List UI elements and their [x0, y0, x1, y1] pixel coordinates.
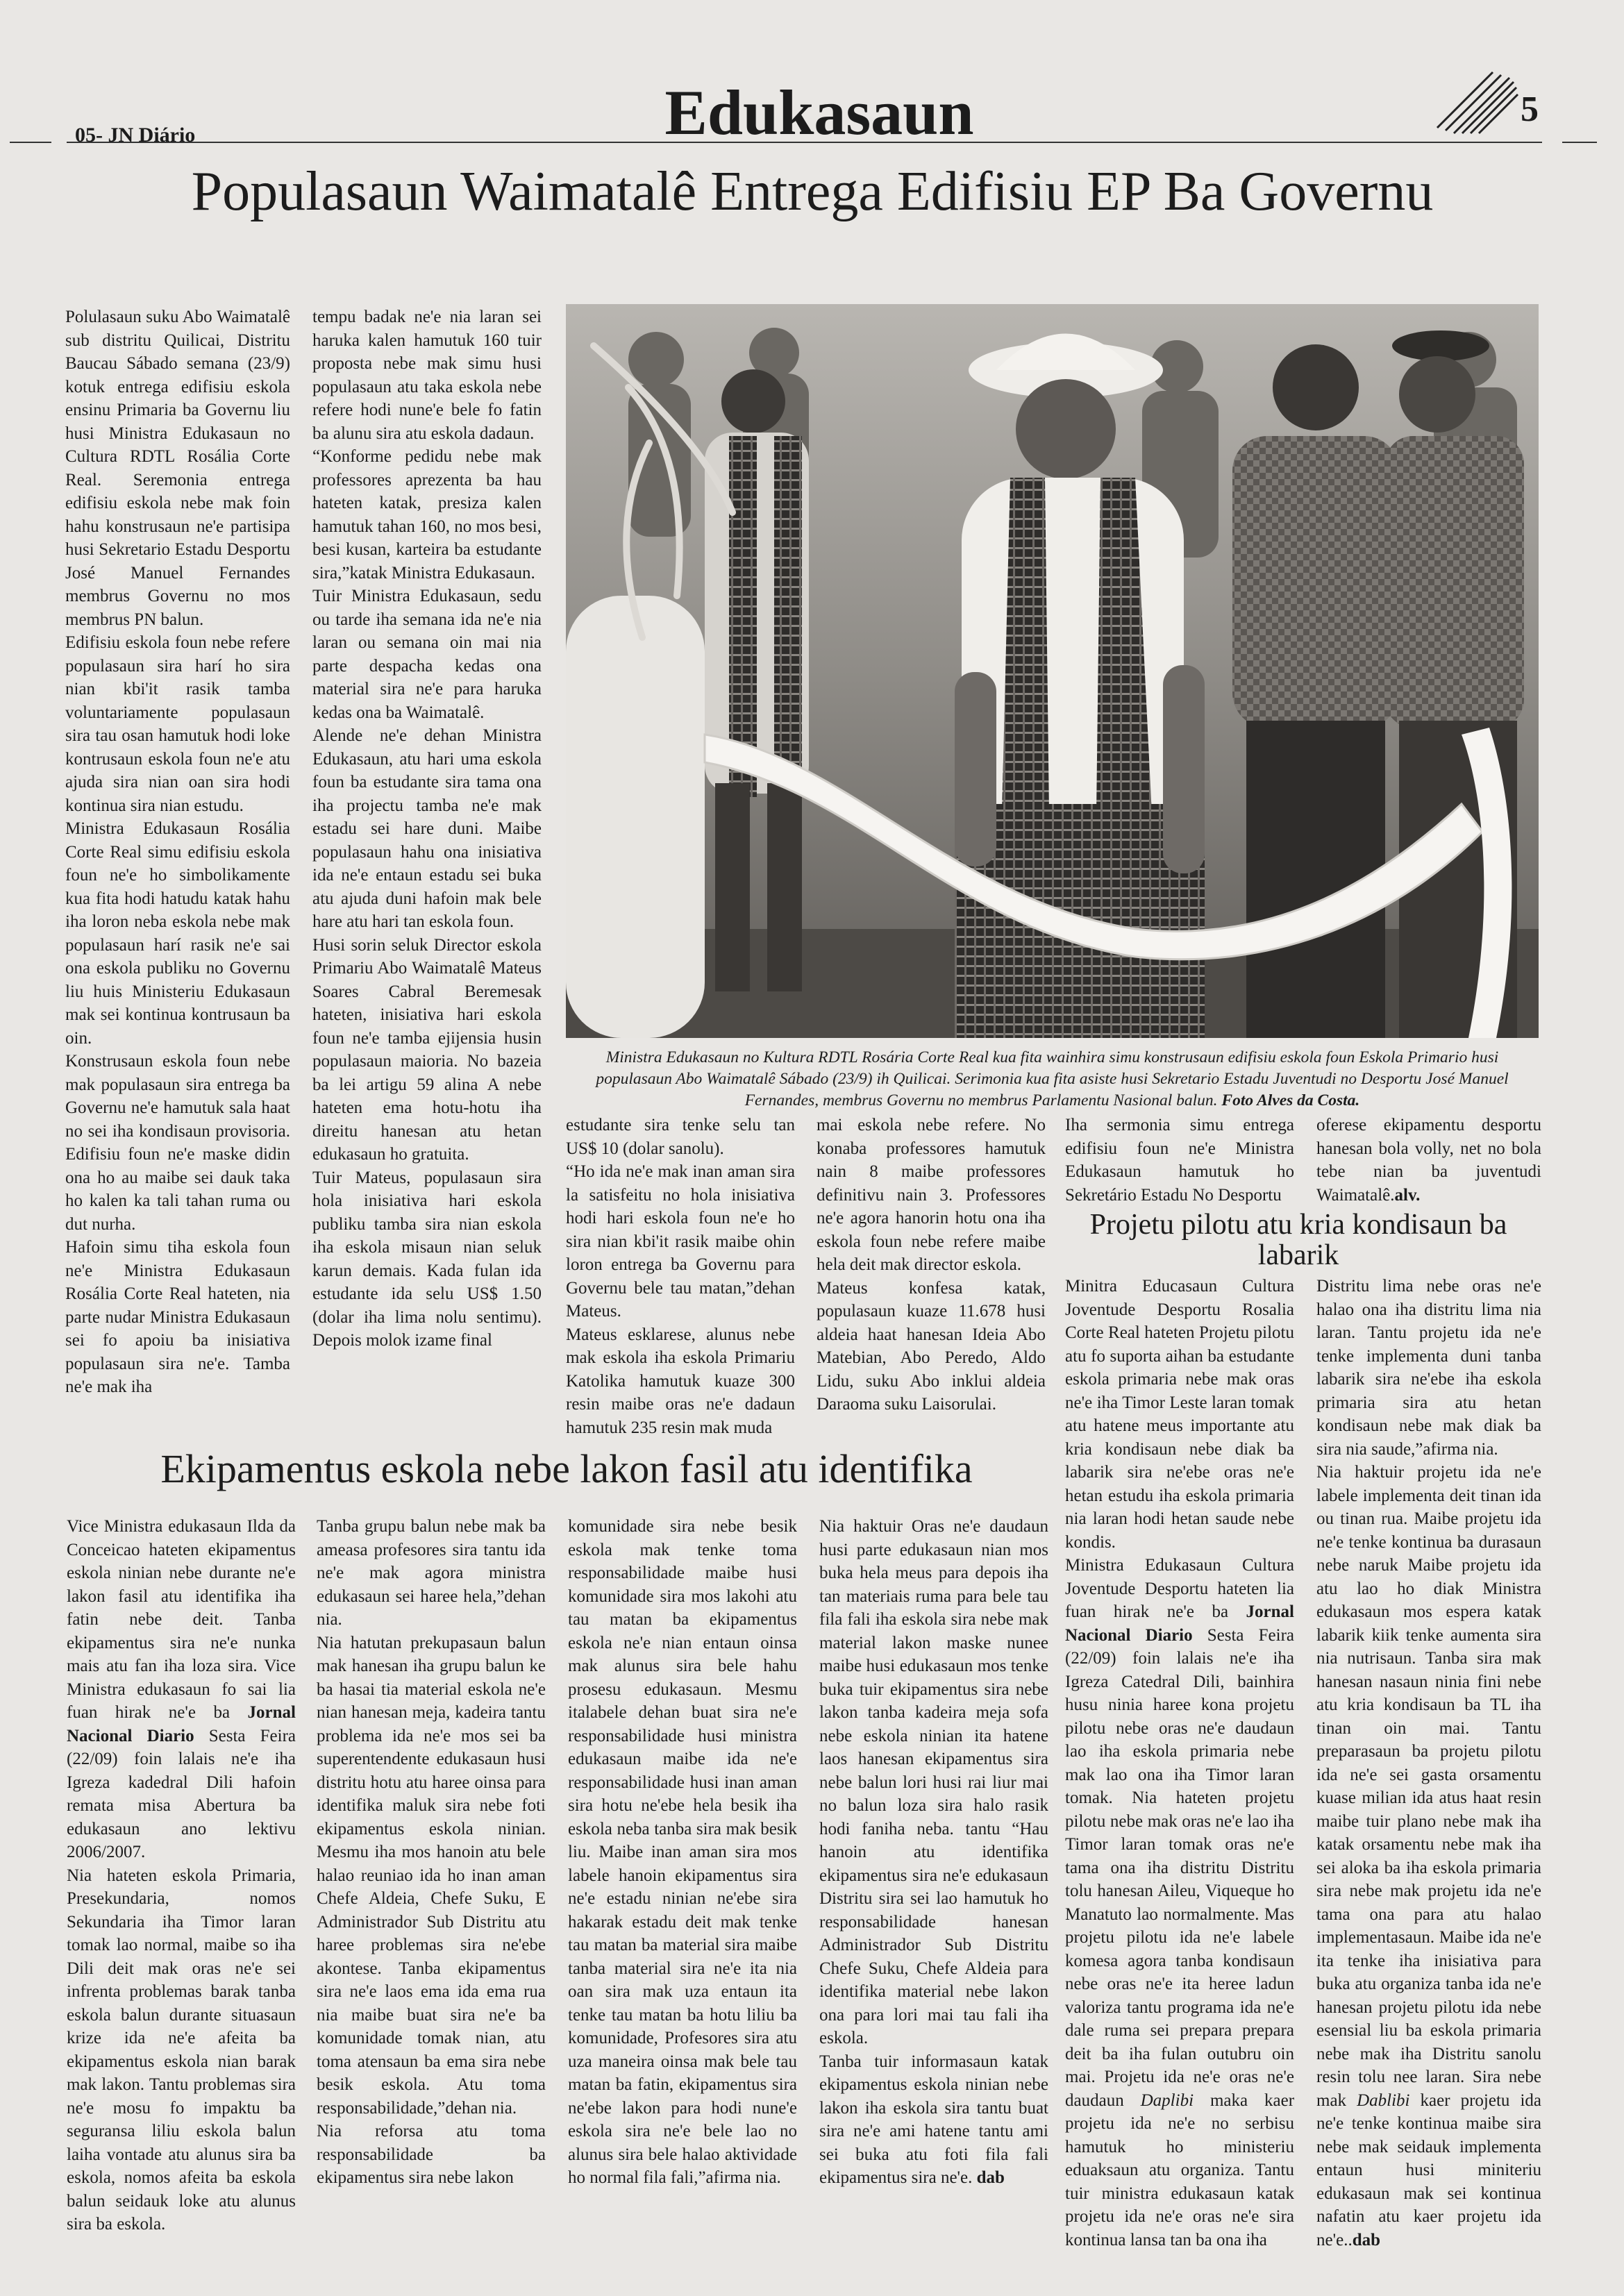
paragraph: Hafoin simu tiha eskola foun ne'e Ministra Edukasaun Rosália Corte Real hateten, nia parte nudar Ministra Edukasaun sei fo apoiu ba inisiativa populasaun sira ne'e. Tamba ne'e mak iha — [65, 1238, 290, 1396]
page-number: 5 — [1521, 90, 1539, 129]
paragraph — [819, 2050, 1048, 2190]
paragraph: Iha sermonia simu entrega edifisiu foun ne'e Ministra Edukasaun hamutuk ho Sekretário Estadu No Desportu — [1065, 1116, 1294, 1205]
paragraph — [1065, 1554, 1294, 2252]
paragraph: Tuir Mateus, populasaun sira hola inisiativa hari eskola publiku tamba sira nian eskola iha eskola misaun nian seluk karun demais. Kada fulan ida estudante ida selu US$ 1.50 (dolar iha lima nolu sentimu). Depois molok izame final — [312, 1168, 542, 1350]
page-label: 05- JN Diário — [75, 124, 196, 146]
paragraph: Konstrusaun eskola foun nebe mak populasaun sira entrega ba Governu ne'e hamutuk sala haat no sei iha kondisaun provisoria. Edifisiu foun ne'e maske didin ona ho au maibe sei dauk taka ho kalen ka tali tahan ruma ou dut nurha. — [65, 1052, 290, 1234]
article-column-2 — [312, 305, 542, 1352]
article-3-column-2 — [317, 1515, 546, 2190]
organization-name: Daplibi — [1140, 2090, 1194, 2110]
paragraph: “Ho ida ne'e mak inan aman sira la satisfeitu no hola inisiativa hodi hari eskola foun ne'e ho sira nian kbi'it rasik maibe ohin loron entrega ba Governu para Governu bele tau matan,”dehan Mateus. — [566, 1162, 795, 1321]
paragraph-text: Sesta Feira (22/09) foin lalais ne'e iha Igreza Catedral Dili, bainhira husu ninia haree kona projetu pilotu nebe oras ne'e daudaun lao iha eskola primaria nebe mak lao ona iha Timor laran tomak. Nia hateten projetu pilotu nebe mak oras ne'e lao iha Timor laran tomak oras ne'e tama ona iha distritu Distritu tolu hanesan Aileu, Viqueque ho Manatuto lao normalmente. Mas projetu pilotu ida ne'e labele komesa agora tanba kondisaun nebe oras ne'e ita heree ladun valoriza tantu programa ida ne'e dale ruma sei prepara prepara deit ba iha fulan outubru oin mai. Projetu ida ne'e oras ne'e daudaun — [1065, 1625, 1294, 2110]
author-signature: alv. — [1394, 1185, 1421, 1205]
article-column-6 — [1316, 1114, 1541, 1207]
paragraph-text: Vice Ministra edukasaun Ilda da Conceicao hateten ekipamentus eskola ninian nebe durante ne'e lakon fasil atu identifika iha fatin nebe deit. Tanba ekipamentus sira ne'e nunka mais atu fan iha loza sira. Vice Ministra edukasaun fo sai lia fuan hirak ne'e ba — [67, 1517, 296, 1722]
header-rule-left-stub — [10, 142, 51, 143]
author-signature: dab — [976, 2168, 1005, 2187]
photo-caption — [566, 1047, 1539, 1112]
paragraph: Tanba grupu balun nebe mak ba ameasa profesores sira tantu ida ne'e mak agora ministra edukasaun sei haree hela,”dehan nia. — [317, 1517, 546, 1629]
paragraph: “Konforme pedidu nebe mak professores aprezenta ba hau hateten katak, presiza kalen hamutuk tahan 160, no mos besi, besi kusan, karteira ba estudante sira,”katak Ministra Edukasaun. — [312, 447, 542, 583]
article-column-4 — [817, 1114, 1046, 1416]
paragraph: Ministra Edukasaun Rosália Corte Real simu edifisiu eskola foun ne'e ho simbolikamente kua fita hodi hatudu katak hahu iha loron neba eskola nebe mak populasaun harí rasik ne'e sai ona eskola publiku no Governu liu huis Ministeriu Edukasaun mak sei kontinua kontrusaun ba oin. — [65, 819, 290, 1048]
paragraph-text: kaer projetu ida ne'e tenke kontinua maibe sira nebe mak seidauk implementa entaun husi miniteriu edukasaun mak sei kontinua nafatin atu kaer projetu ida ne'e.. — [1316, 2090, 1542, 2249]
article-3-column-4 — [819, 1515, 1048, 2190]
article-column-3 — [566, 1114, 795, 1439]
paragraph: Polulasaun suku Abo Waimatalê sub distritu Quilicai, Distritu Baucau Sábado semana (23/9) kotuk entrega edifisiu eskola ensinu Primaria ba Governu liu husi Ministra Edukasaun no Cultura RDTL Rosália Corte Real. Seremonia entrega edifisiu eskola nebe mak foin hahu konstrusaun ne'e partisipa husi Sekretario Estadu Desportu José Manuel Fernandes membrus Governu no mos membrus PN balun. — [65, 308, 290, 629]
paragraph-text: Nia haktuir projetu ida ne'e labele implementa deit tinan ida ou tinan rua. Maibe projetu ida ne'e tenke kontinua ba durasaun nebe naruk Maibe projetu ida atu lao ho diak Ministra edukasaun mos espera katak labarik kiik tenke aumenta sira nia nutrisaun. Tanba sira mak hanesan nasaun ninia fini nebe atu kria kondisaun ba TL iha tinan oin mai. Tantu preparasaun ba projetu pilotu ida ne'e sei gasta orsamentu kuase milian ida atus haat resin maibe tuir plano nebe mak iha katak orsamentu nebe mak iha sei aloka ba iha eskola primaria sira nebe mak projetu ida ne'e tama ona para atu halao implementasaun. Maibe ida ne'e ita tenke iha inisiativa para buka atu organiza tanba ida ne'e hanesan projetu pilotu ida nebe esensial liu ba eskola primaria nebe mak iha Distritu sanolu resin tolu nee laran. Sira nebe mak — [1316, 1463, 1541, 2110]
article-2-column-1 — [1065, 1275, 1294, 2252]
paragraph: Mateus esklarese, alunus nebe mak eskola iha eskola Primariu Katolika hamutuk kuaze 300 resin maibe oras ne'e dadaun hamutuk 235 resin mak muda — [566, 1325, 795, 1437]
paragraph: komunidade sira nebe besik eskola mak tenke toma responsabilidade maibe husi komunidade sira mos lakohi atu tau matan ba ekipamentus eskola ne'e nian entaun oinsa mak alunus sira bele hahu prosesu edukasaun. Mesmu italabele dehan buat sira ne'e responsabilidade husi ministra edukasaun maibe ida ne'e responsabilidade husi inan aman sira hotu ne'ebe hela besik iha eskola neba tanba sira mak besik liu. Maibe inan aman sira mos labele hanoin ekipamentus sira ne'e estadu ninian ne'ebe sira hakarak estadu deit mak tenke tau matan ba material sira maibe tanba material sira ne'e ita nia oan sira mak uza entaun ita tenke tau matan ba hotu liliu ba komunidade, Profesores sira atu uza maneira oinsa mak bele tau matan ba fatin, ekipamentus sira ne'ebe lakon para hodi nune'e eskola sira ne'e bele lao no alunus sira bele halao aktividade ho normal fila fali,”afirma nia. — [568, 1517, 797, 2187]
paragraph — [67, 1515, 296, 1864]
article-column-1 — [65, 305, 290, 1399]
paragraph: Nia reforsa atu toma responsabilidade ba ekipamentus sira nebe lakon — [317, 2122, 546, 2187]
paragraph-text: oferese ekipamentu desportu hanesan bola volly, net no bola tebe nian ba juventudi Waimatalê. — [1316, 1116, 1541, 1205]
paragraph-text: Sesta Feira (22/09) foin lalais ne'e iha Igreza kadedral Dili hafoin remata misa Abertura ba edukasaun ano lektivu 2006/2007. — [67, 1726, 296, 1861]
caption-text: Ministra Edukasaun no Kultura RDTL Rosária Corte Real kua fita wainhira simu konstrusaun edifisiu eskola foun Eskola Primario husi populasaun Abo Waimatalê Sábado (23/9) ih Quilicai. Serimonia kua fita asiste husi Sekretario Estadu Juventudi no Desportu José Manuel Fernandes, membrus Governu no membrus Parlamentu Nasional balun. — [596, 1048, 1509, 1109]
paragraph: Nia haktuir Oras ne'e daudaun husi parte edukasaun nian mos buka hela meus para depois iha tan materiais ruma para bele tau fila fali iha eskola sira nebe mak material lakon maske nunee maibe husi edukasaun mos tenke buka tuir ekipamentus sira nebe lakon tanba kadeira meja sofa nebe eskola ninian ita hatene laos hanesan ekipamentus sira nebe balun lori husi rai liur mai no balun loza sira halo rasik hodi faniha neba. tantu “Hau hanoin atu identifika ekipamentus sira ne'e edukasaun Distritu sira sei lao hamutuk ho responsabilidade hanesan Administrador Sub Distritu Chefe Suku, Chefe Aldeia para identifika material nebe lakon ona para lori mai tau fali iha eskola. — [819, 1517, 1048, 2047]
paragraph: mai eskola nebe refere. No konaba professores hamutuk nain 8 maibe professores definitivu nain 3. Professores ne'e agora hanorin hotu ona iha eskola foun nebe refere maibe hela deit mak director eskola. — [817, 1116, 1046, 1274]
article-2-subhead: Projetu pilotu atu kria kondisaun ba labarik — [1089, 1209, 1507, 1271]
author-signature: dab — [1352, 2230, 1381, 2249]
header-rule-right-stub — [1562, 142, 1597, 143]
paragraph: Husi sorin seluk Director eskola Primariu Abo Waimatalê Mateus Soares Cabral Beremesak hateten, inisiativa hari eskola foun ne'e tamba ejijensia husin populasaun maioria. No bazeia ba lei artigu 59 alina A nebe hateten ema hotu-hotu iha direitu hanesan atu hetan edukasaun ho gratuita. — [312, 935, 542, 1164]
paragraph: Edifisiu eskola foun nebe refere populasaun sira harí ho sira nian kbi'it rasik tamba voluntariamente populasaun sira tau osan hamutuk hodi loke kontrusaun eskola foun ne'e atu ajuda sira nian oan sira hodi kontinua sira nian estudu. — [65, 633, 290, 815]
article-column-5 — [1065, 1114, 1294, 1207]
newspaper-name: Jornal Nacional Diario — [67, 1703, 296, 1745]
paragraph: estudante sira tenke selu tan US$ 10 (dolar sanolu). — [566, 1116, 795, 1158]
organization-name: Dablibi — [1357, 2090, 1410, 2110]
news-photo — [566, 304, 1539, 1038]
article-3-subhead: Ekipamentus eskola nebe lakon fasil atu identifika — [160, 1446, 973, 1491]
paragraph: Nia hateten eskola Primaria, Presekundaria, nomos Sekundaria iha Timor laran tomak lao normal, maibe so iha Dili deit mak oras ne'e sei infrenta problemas barak tanba eskola balun durante situasaun krize ida ne'e afeita ba ekipamentus eskola nian barak mak lakon. Tantu problemas sira ne'e mosu fo impaktu ba seguransa liliu eskola balun laiha vontade atu alunus sira ba eskola, nomos afeita ba eskola balun seidauk loke atu alunus sira ba eskola. — [67, 1866, 296, 2234]
paragraph-text: Tanba tuir informasaun katak ekipamentus eskola ninian nebe lakon iha eskola sira tantu buat sira ne'e ami hatene tantu ami sei buka atu foti fila fali ekipamentus sira ne'e. — [819, 2052, 1048, 2187]
article-2-column-2 — [1316, 1275, 1541, 2252]
ribbon-cutting-illustration — [566, 304, 1539, 1038]
section-title: Edukasaun — [664, 77, 974, 148]
paragraph: Tuir Ministra Edukasaun, sedu ou tarde iha semana ida ne'e nia laran ou semana oin mai nia parte despacha kedas ona material sira ne'e para haruka kedas ona ba Waimatalê. — [312, 587, 542, 722]
paragraph: Mateus konfesa katak, populasaun kuaze 11.678 husi aldeia haat hanesan Ideia Abo Matebian, Abo Peredo, Aldo Lidu, suku Abo inklui aldeia Daraoma suku Laisorulai. — [817, 1278, 1046, 1414]
paragraph-text: Ministra Edukasaun Cultura Joventude Desportu hateten lia fuan hirak ne'e ba — [1065, 1556, 1294, 1621]
article-headline: Populasaun Waimatalê Entrega Edifisiu EP Ba Governu — [191, 161, 1434, 222]
paragraph — [1316, 1461, 1541, 2252]
paragraph: Nia hatutan prekupasaun balun mak hanesan iha grupu balun ke ba hasai tia material eskola ne'e nian hanesan meja, kadeira tantu problema ida ne'e mos sei ba superentendente edukasaun husi distritu hotu atu haree oinsa para identifika maluk sira nebe foti ekipamentus eskola ninian. Mesmu iha mos hanoin atu bele halao reuniao ida ho inan aman Chefe Aldeia, Chefe Suku, E Administrador Sub Distritu atu haree problemas sira ne'ebe akontese. Tanba ekipamentus sira ne'e laos ema ida ema rua nia maibe buat sira ne'e ba komunidade tomak nian, atu toma atensaun ba ema sira nebe besik eskola. Atu toma responsabilidade,”dehan nia. — [317, 1633, 546, 2118]
article-3-column-3 — [568, 1515, 797, 2190]
photo-credit: Foto Alves da Costa. — [1221, 1091, 1360, 1109]
paragraph: Alende ne'e dehan Ministra Edukasaun, atu hari uma eskola foun ba estudante sira tama ona iha projectu tamba ne'e mak estadu sei hare duni. Maibe populasaun hahu ona inisiativa ida ne'e entaun estadu sei buka atu ajuda duni hafoin mak bele hare atu hari tan eskola foun. — [312, 726, 542, 931]
paragraph: tempu badak ne'e nia laran sei haruka kalen hamutuk 160 tuir proposta nebe mak simu husi populasaun atu taka eskola nebe refere hodi nune'e bele fo fatin ba alunu sira atu eskola dadaun. — [312, 308, 542, 443]
paragraph: Distritu lima nebe oras ne'e halao ona iha distritu lima nia laran. Tantu projetu ida ne'e tenke implementa duni tanba labarik sira ne'ebe iha eskola primaria sira atu hetan kondisaun nebe mak diak ba sira nia saude,”afirma nia. — [1316, 1277, 1541, 1459]
article-3-column-1 — [67, 1515, 296, 2236]
paragraph — [1316, 1114, 1541, 1207]
paragraph: Minitra Educasaun Cultura Joventude Desportu Rosalia Corte Real hateten Projetu pilotu atu fo suporta aihan ba estudante eskola primaria nebe mak oras ne'e iha Timor Leste laran tomak atu hatene meus importante atu kria kondisaun nebe diak ba labarik sira ne'ebe oras ne'e hetan estudu iha eskola primaria nia laran hodi hetan saude nebe kondis. — [1065, 1277, 1294, 1552]
newspaper-name: Jornal Nacional Diario — [1065, 1602, 1294, 1645]
paragraph-text: maka kaer projetu ida ne'e no serbisu hamutuk ho ministeriu eduaksaun atu organiza. Tantu tuir ministra edukasaun katak projetu ida ne'e oras ne'e sira kontinua lansa tan ba ona iha — [1065, 2090, 1295, 2249]
